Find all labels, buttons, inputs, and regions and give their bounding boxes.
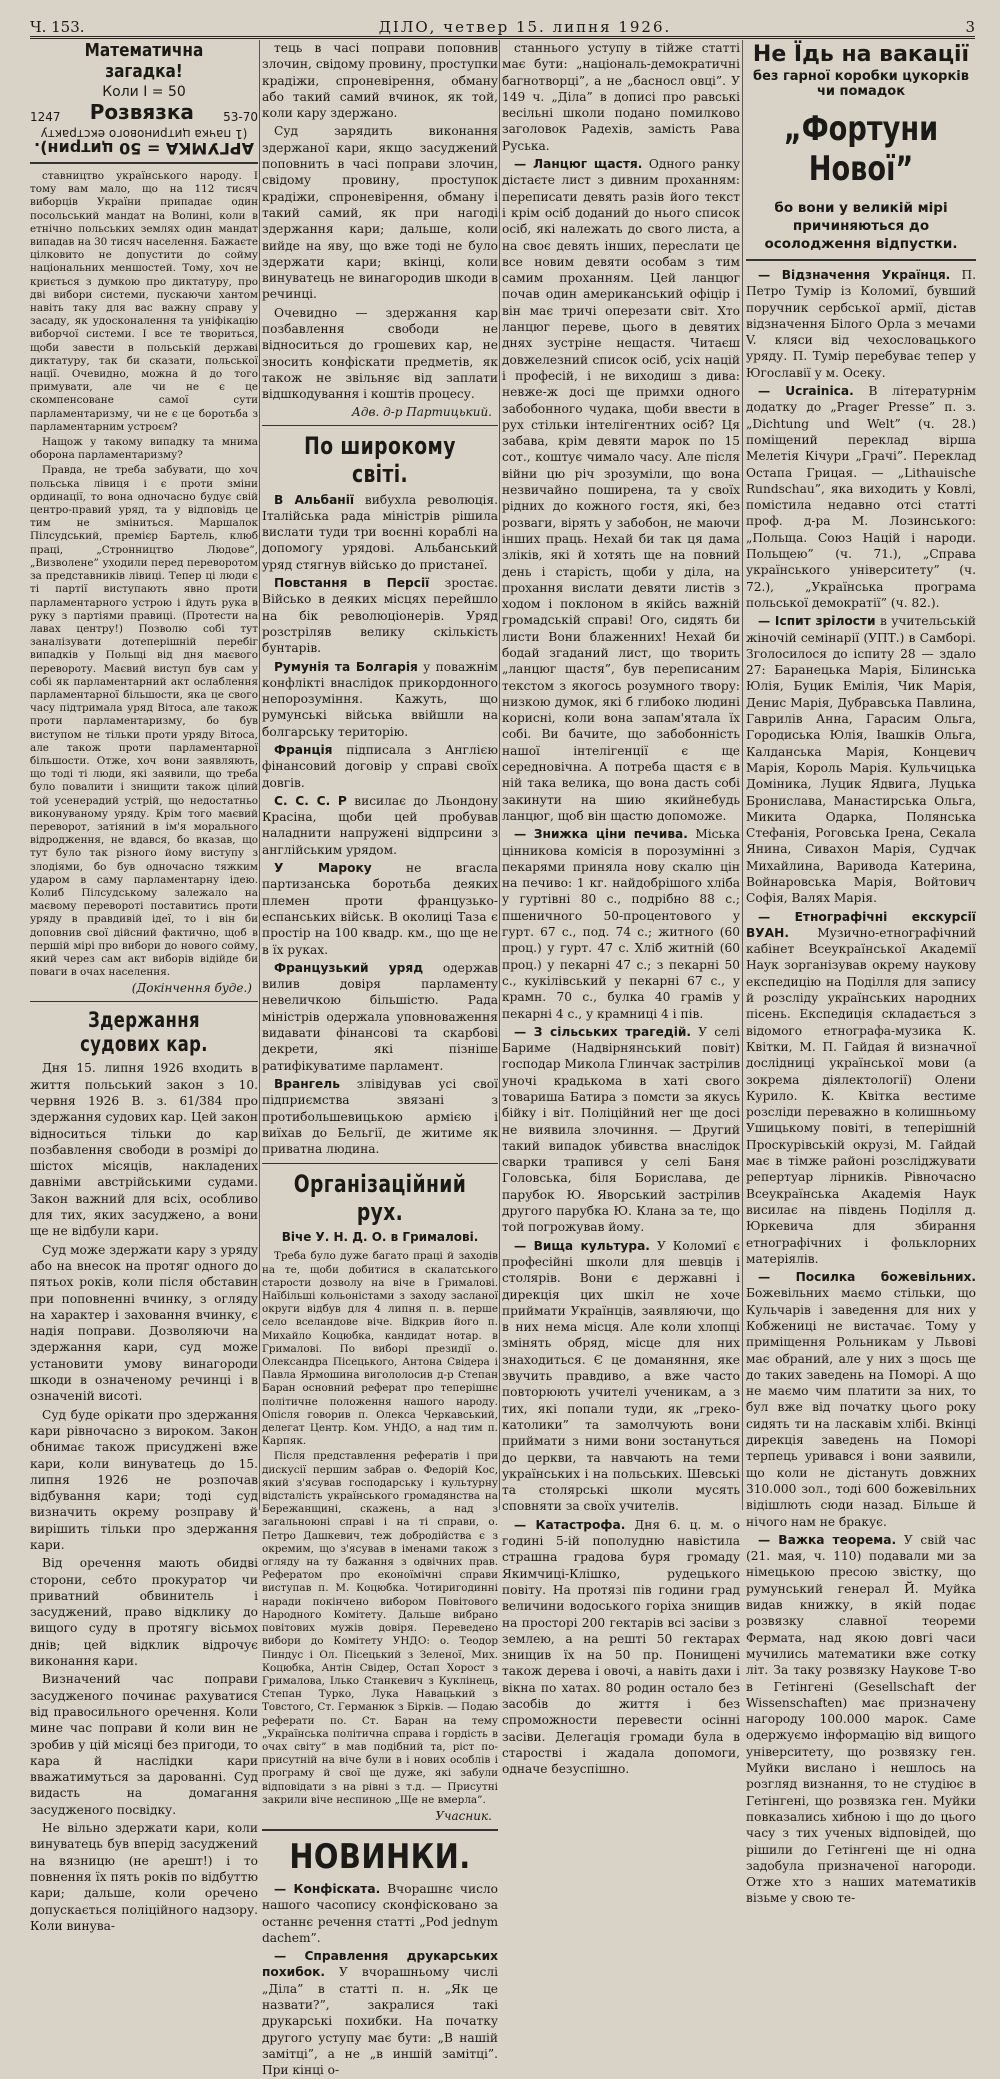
news-item: — Ucrainica. В літературнім додатку до „Prager Presse” п. з. „Dichtung und Welt” (ч. 28.) поміщений переклад вірша Мелетія Кічури „Грачі”. Переклад Остапа Грицая. — „Lithauische Rundschau”, яка виходить у Ковлі, помістила недавно отсі статті проф. д-ра М. Лозинського: „Польща. Союз Націй і народи. Польщею” (ч. 71.), „Справа українського університету” (ч. 72.), „Українська програма польської демократії” (ч. 82.).	[746, 384, 976, 610]
candy-advertisement	[746, 42, 976, 253]
article-headline: Здержання судових кар.	[80, 1008, 208, 1057]
article-paragraph: Суд може здержати кару з уряду або на внесок на протяг одного до пятьох років, коли після обставин при поповненні вчинку, з огляду на характер і заховання вчинку, є надія поправи. Дозволяючи на здержання кари, суд може установити умову винагороди шкоди в означеному речинці і в означеній висоті.	[30, 1242, 258, 1404]
article-paragraph: ставництво українського народу. І тому вам мало, що на 112 тисяч виборців України припадає один посольський мандат на Волині, коли в етнічно польських землях один мандат випадав на 30 тисяч населення. Бажаєте цілковито не допустити до сойму національних меншостей. Тому, хоч не криється з думкою про диктатуру, про дві вибори системи, пускаючи хантом навіть таку для вас важну справу у засаду, як удосконалення та уніфікацію виборчої системи. І все те твориться, щоби завести в польській державі диктатуру, так би сказати, польської нації. Очевидно, можна й до того примувати, але чи не є це скомпенсоване самої сути парламентаризму, чи не є це боротьба з парламентарним устроєм?	[30, 170, 258, 433]
divider	[746, 259, 976, 261]
math-riddle-title: Математична загадка!	[84, 40, 204, 82]
article-paragraph: Очевидно — здержання кар позбавлення свободи не відноситься до грошевих кар, не зносить конфіскати предметів, як також не звільняє від заплати відшкодування і коштів процесу.	[262, 305, 498, 402]
article-headline: Організаційний рух.	[293, 1170, 467, 1227]
article-paragraph: Дня 15. липня 1926 входить в життя польський закон з 10. червня 1926 В. з. 61/384 про здержання судових кар. Цей закон відноситься тільки до кар позбавлення свободи в розмірі до шістох місяців, накладених давніми австрійськими судами. Закон важний для всіх, особливо для тих, яких засуджено, а вони ще не відбули кари.	[30, 1061, 258, 1239]
math-answer-label: Розвязка	[89, 100, 194, 124]
article-paragraph: Від оречення мають обидві сторони, себто прокуратор чи приватний обвинитель і засуджений, право відклику до вищого суду в протягу вісьмох днів; цей відклик відрочує виконання кари.	[30, 1556, 258, 1669]
world-news-item: Французький уряд одержав вилив довіря парламенту невеличкою більшістю. Рада міністрів одержала уповноваження видавати фінансові та скарбові декрети, які пізніше ратифікуватиме парламент.	[262, 960, 499, 1073]
page-number: 3	[965, 18, 975, 36]
world-news-item: Румунія та Болгарія у поважнім конфлікті внаслідок прикордонного непорозуміння. Кажуть, що румунські війська ввійшли на болгарську територію.	[262, 659, 498, 739]
math-flipped-answer: АРГУМКА = 50 цитрин). (1 пачка цитринового екстракту	[34, 127, 254, 158]
column-3	[502, 40, 741, 1777]
article-paragraph: Не вільно здержати кари, коли винуватець був вперід засуджений на вязницю (не арешт!) і то повнення їх пять років по відбуттю кари; дальше, коли оречено допускається поліційного надзору. Коли винува-	[30, 1821, 258, 1933]
news-item: — Важка теорема. У свій час (21. мая, ч. 110) подавали ми за німецькою пресою звістку, що румунський генерал Й. Муйка видав книжку, в якій подає розвязку славної теореми Фермата, над якою довгі часи мучились математики вже сотку літ. За таку розвязку Наукове Т-во в Гетінгені (Gesellschaft der Wissenschaften) має призначену нагороду 100.000 марок. Саме одержуємо інформацію від вищого університету, що розвязку ген. Муйки вислано і нешлось на розгляд визнання, то не студіює в Гетінгені, що розвязка ген. Муйки повказались хибною і що до цього часу з тих ученых відповідей, що рішили до Гетінгенi ще ні одна задобула призначеної нагороди. Отже хто з наших математиків візьмe у свою те-	[746, 1532, 976, 1906]
article-paragraph: тець в часі поправи поповнив злочин, свідому провину, проступки крадіжи, спроневірення, обману або такий самий вчинок, як той, коли кару здержано.	[262, 41, 498, 121]
article-paragraph: Треба було дуже багато праці й заходів на те, щоби добитися в скалатського старости дозволу на віче в Грималові. Наїбільші кольоністами з заходу засланої округи відбув для 4 липня п. в. перше село вселандове віче. Відкрив його п. Михайло Коцюбка, кандидат нотар. в Грималові. По виборі президії о. Олександра Пісецького, Антона Свідера і Павла Ярмошина вигололосив д-р Степан Баран основний реферат про теперішнє політичне положення нашого народу. Опісля говорив п. Олекса Черкавський, делегат Центр. Ком. УНДО, а над тим п. Карпяк.	[262, 1250, 498, 1448]
column-rule	[259, 40, 260, 1510]
article-paragraph: Визначений час поправи засудженого починає рахуватися від правосильного оречення. Коли мине час поправи й коли вин не зробив у цій місяці без пригоди, то кара й наслідки кари вважатимуться за дарованні. Суд видасть на домагання засудженого посвідку.	[30, 1672, 258, 1817]
article-paragraph: Після представлення рефератів і при дискусії першим забрав о. Федорій Кос, який з'ясував господарську і культурну відсталість українського громадянства на Бережанщині, скажень, а над з загальноюні справі і на ті справи, о. Петро Дашкевич, теж добродійства є з окремим, що з'ясував в іменами також з огляду на ту бажання з одвічних прав. Рефератом про еконоїмічні справи виступав п. М. Коцюбка. Чотиригодинні наради покінчено вибором Повітового Народного Комітету. Дальше вибрано повітових мужів довіря. Переведено вибори до Комітету УНДО: о. Теодор Пиндус і Ол. Пісецький з Зеленої, Мих. Коцюбка, Антін Свідер, Остап Хорост з Грималова, Ілько Станкевич з Куклінець, Степан Турко, Лука Навацький з Товстого, Ст. Германюк з Бірків. — Подаю реферати по. Ст. Баран на тему „Українська політична справа і гордість в очах світу” в мав подібний та, ріст по-присутній на віче були в і нових особлів і програму й свої ще дуже, які забули відповідати з на рівні з т.д. — Присутні закрили віче неспиною „Ще не вмерла”.	[262, 1450, 498, 1806]
news-item: — Справлення друкарських похибок. У вчорашньому числі „Діла” в статті п. н. „Як це назвати?”, закралися такі друкарські похибки. На початку другого уступу має бути: „В нашій замітці”, а не „в иншій замітці”. При кінці о-	[262, 1949, 499, 2078]
world-news-item: Врангель злівідував усі свої підприємства звязані з протибольшевицькою армією і виїхав до Бельгії, де житиме як приватна людина.	[262, 1076, 498, 1157]
ad-line: чи помадок	[816, 84, 906, 99]
article-paragraph: Нащож у такому випадку та мнима оборона парламентаризму?	[30, 436, 258, 462]
author-signature: Учасник.	[435, 1808, 492, 1823]
divider	[262, 425, 498, 426]
column-4	[746, 40, 976, 1906]
section-headline: НОВИНКИ.	[289, 1836, 471, 1877]
math-right-number: 53-70	[223, 110, 258, 124]
article-paragraph: станнього уступу в тійже статті має бути: „національ-демократичні багнотворці”, а не „басносл овці”. У 149 ч. „Діла” в дописі про равські весільні школи подано помилково заголовок Радехів, замість Рава Руська.	[502, 41, 740, 153]
divider	[30, 1001, 258, 1002]
article-paragraph: Суд зарядить виконання здержаної кари, якщо засуджений поповнить в часі поправи злочин, свідому провину, проступок крадіжи, спроневірення, обману і такий самий, як при нагоді здержання кари; дальше, коли вийде на яву, що вже тоді не було здержати кари; вкінці, коли винуватець не винагородив шкоди в речинці.	[262, 124, 498, 302]
divider	[262, 1829, 498, 1831]
news-item: — Ланцюг щастя. Одного ранку дістаєте лист з дивним проханням: переписати девять разів його текст і крім осіб доданий до нього список осіб, які належать до свого листа, а на своє девять інших, переслати це все новим девяти особам з тим самим проханням. Цей ланцюг почав один американський офіцір і він має тричі оперезати світ. Хто ланцюг переве, цього в девятих днях зустріне нещастя. Читаєш довжелезний список осіб, усіх націй і професій, і не виходиш з дива: невже-ж досі ще примхи одного забобонного чудака, щоби ввести в рух стільки інтелігентних осіб? Ця забава, крім девяти марок по 15 сот., коштує чимало часу. Але після війни цю річ зрозуміли, що вона незвичайно поширена, та у своїх рідних до кожного гостя, які, без розваги, вірять у забобон, не маючи інших праць. Нехай би так ця дама зліків, які й хотять ще на повний день і старість, щоби у діла, на прохання вислати девяти листів з ходом і поклоном в якійсь важній громадській справі! Ого, сидять би листи Вони блаженних! Нехай би бодай згаданий лист, що творить „ланцюг щастя”, був переписаним текстом з якогось розумного твору: низкою думок, які б глибоко людині корисні, коли вона запам'ятала їх собі. Ви бачите, що забобонність нашої інтелігенції є ще середновічна. А потреба щастя є в ній така велика, що вона дасть собі закинути на шию якийнебудь ланцюг, щоб він щастю допоможе.	[502, 157, 740, 823]
ad-brand: „Фортуни Нової”	[783, 109, 939, 189]
masthead-date: ДІЛО, четвер 15. липня 1926.	[378, 18, 672, 36]
world-news-list	[262, 492, 498, 1158]
divider	[30, 162, 258, 164]
column-rule	[742, 40, 743, 1510]
ad-line: без гарної коробки цукорків	[753, 69, 969, 84]
article-headline: По широкому світі.	[304, 431, 456, 488]
world-news-item: В Альбанії вибухла революція. Італійська рада міністрів рішила вислати туди три воєнні кораблі на допомогу урядові. Альбанський уряд стягнув військо до пристанеї.	[262, 492, 498, 572]
news-item: — Етнографічні екскурсії ВУАН. Музично-етнографічний кабінет Всеукраїнської Академії Наук зорганізував окрему наукову експедицію на Поділля для запису й розсліду українських народних пісень. Експедиція складається з відомого етнографа-музика К. Квітки, М. П. Гайдая й визначної дослідниці української мови (а зокрема діялектології) Олени Курило. К. Квітка вестиме розсліди переважно в колишньому Ушицькому повіті, в теперішній Проскурівській окрузі, М. Гайдай має в тімже районі розсліджувати репертуар лірників. Рівночасно Всеукраїнська Академія Наук висилає на південь Поділля д. Юркевича для збирання етнографічних і фольклорних матеріялів.	[746, 909, 976, 1266]
news-item: — Вища культура. У Коломиї є професійні школи для шевців і столярів. Вони є державні і дирекція цих шкіл не хоче приймати Українців, заявляючи, що в них нема місця. Але коли хлопці змінять обряд, місце для них знаходиться. Є це доманяння, яке звучить правдиво, а вже часто повторюють учителі ученикам, а з тих, які попали туди, як „греко-католики” та замолчують вони приймати з ними вони зостануться до церкви, та навчають на теми українських і на польських. Шевські та столярські школи мусять сповняти за своїх учителів.	[502, 1238, 741, 1514]
world-news-item: С. С. С. Р висилає до Льондону Красіна, щоби цей пробував наладнити напружені відпрсини з англійським урядом.	[262, 793, 498, 857]
news-item: — Відзначення Українця. П. Петро Тумір із Коломиї, бувший поручник сербської армії, дістав відзначення Білого Орла з мечами V. кляси від чехословацького уряду. П. Тумір перебуває тепер у Югославії у м. Осеку.	[746, 268, 976, 380]
page-header	[30, 6, 975, 39]
news-item: — Знижка ціни печива. Міська цінникова комісія в порозумінні з пекарями приняла нову скалю цін на печиво: 1 кг. найдобрішого хліба у гуртівні 80 с., подрібно 88 с.; пшеничного 50-процентового у гурт. 67 с., под. 74 с.; житного (60 проц.) у гурт. 47 с. Хліб житній (60 проц.) у пекарні 47 с.; з пекарні 50 с., кукілівський у пекарні 67 с., у крамн. 70 с., булка 40 грамів у пекарні 4 с., у крамниці 4 і пів.	[502, 827, 741, 1021]
news-item: — З сільських трагедій. У селі Бариме (Надвірнянський повіт) господар Микола Глинчак застрілив уночі крадькома в хаті свого товариша Батира з помсти за якусь бійку і віт. Поліційний нег ще досі не виявила злочиння. — Другий такий випадок убивства внаслідок сварки трапився у селі Баня Головська, біля Борислава, де парубок Ю. Яворський застрілив другого парубка Ю. Клана за те, що той погрожував йому.	[502, 1024, 740, 1235]
column-1	[30, 40, 258, 1933]
news-item: — Посилка божевільних. Божевільних маємо стільки, що Кульчарів і заведення для них у Кобжениці не вистачає. Тому у приміщення Рольникам у Львові має обраний, але у них з щось ще до таких заведень на Поморі. А що не маємо чим платити за них, то бул вже від початку цього року сидять ти на ласкавім хлібі. Вкінці дирекція заведень на Поморі терпець уривався і вони заявили, що коли не дістануть довжних 310.000 зол., тоді 600 божевільних відішлють сюди назад. Більше й нічого нам не бракує.	[746, 1270, 976, 1529]
article-paragraph: Правда, не треба забувати, що хоч польська лівиця і є проти зміни ординації, то вона одночасно будує свій центро-правий уряд, та у відповідь це тим не зміниться. Маршалок Пілсудський, премієр Бартель, клюб праці, „Стронництво Людове”, „Визволене” уходили перед переворотом за представників лівиці. Тепер ці люди є ті партії виступають явно проти парламентарного устрою і йдуть рука в руку з партіями правиці. (Протести на лавах центру!) Позволю собі тут заналізувати дотеперішній перебіг випадків у Польщі від дня маєвого перевороту. Маєвий виступ був сам у собі як парламентарний акт ослаблення парламентарної більшости, яка це свого часу підтримала уряд Вітоса, але також проти парламентаризму, бо був виступом не тільки проти уряду Вітоса, але також проти парламентарної більшости. Отже, хоч вони заявляють, що тоді ті люди, які заявили, що треба було повалити і знищити також цілий той усенерадий устрій, що недостатньо виконуваному уряду. Крім того маєвий переворот, затіяний в ім'я морального відродження, не вдався, бо вказав, що тут було так різного йому виступу з злодіями, бо був одночасно тяжким ударом в саму парламентарну ідею. Колиб Пілсудському залежало на маєвому перевороті поставитись проти уряду в правдивій ідеї, то і він би доповнив свої дійсний фактично, щоб в першій мірі про вибори до нового сойму, який через сам акт виборів відійде би поваги в очах населення.	[30, 464, 258, 979]
math-left-number: 1247	[30, 110, 61, 124]
ad-tagline: бо вони у великій мірі причиняються до осолодження відпустки.	[764, 200, 958, 252]
column-rule	[499, 40, 500, 1510]
article-paragraph: Суд буде орікати про здержання кари рівночасно з вироком. Закон обнимає також присуджені вже кари, коли винуватець до 15. липня 1926 не розпочав відбування кари; тоді суд визначить окрему розправу й вирішить тільки про здержання кари.	[30, 1407, 258, 1552]
column-2	[262, 40, 499, 2078]
math-riddle-line: Коли І = 50	[102, 84, 186, 100]
world-news-item: Повстання в Персії зростає. Військо в деяких місцях перейшло на бік революціонерів. Уряд розстріляв велику скількість бунтарів.	[262, 576, 498, 656]
math-riddle-box	[30, 40, 258, 156]
article-subheadline: Віче У. Н. Д. О. в Грималові.	[281, 1230, 479, 1245]
continuation-note: (Докінчення буде.)	[131, 981, 252, 996]
divider	[262, 1163, 498, 1164]
author-signature: Адв. д-р Партицький.	[351, 404, 492, 419]
news-item: — Конфіската. Вчорашнє число нашого часопису сконфісковано за останнє речення статті „Pod jednym dachem”.	[262, 1881, 498, 1945]
world-news-item: Франція підписала з Англією фінансовий договір у справі своїх довгів.	[262, 742, 498, 790]
news-item: — Іспит зрілости в учительській жіночій семінарії (УПТ.) в Самборі. Зголосилося до іспиту 28 — здало 27: Баранецька Марія, Білинська Юлія, Буцик Емілія, Чик Марія, Денис Марія, Дубравська Павлина, Гаврилів Анна, Гарасим Ольга, Городиська Юлія, Івашків Ольга, Калданська Марія, Концевич Марія, Король Марія. Кульчицька Доміника, Луцик Ядвига, Луцька Бронислава, Манастирська Ольга, Микита Одарка, Полянська Стефанія, Роговська Ірена, Секала Янина, Сивахон Марія, Судчак Михайлина, Варивода Катерина, Войнаровська Марія, Войтович Софія, Валях Марія.	[746, 614, 976, 906]
ad-headline: Не Їдь на вакації	[752, 42, 970, 67]
news-item: — Катастрофа. Дня 6. ц. м. о годині 5-ій пополудню навістила страшна градова буря громаду Якимчиці-Клішко, рудецького повіту. На протязі пів години град величини водоського горіха знищив на просторі 200 гектарів всі засіви з землею, а на решті 50 гектарах знищив їх на 50 пр. Понищені також дерева і овочі, а навіть дахи і вікна по хатах. 80 родин остало без засобів до життя і без спроможности перевести осінні засіви. Делегація громади була в старостві і жадала допомоги, одначе безуспішно.	[502, 1517, 740, 1777]
world-news-item: У Мароку не вгасла партизанська боротьба деяких племен проти французько-еспанських військ. В околиці Таза є простір на 100 квадр. км., що ще не в їх руках.	[262, 861, 499, 957]
issue-number: Ч. 153.	[30, 18, 85, 36]
